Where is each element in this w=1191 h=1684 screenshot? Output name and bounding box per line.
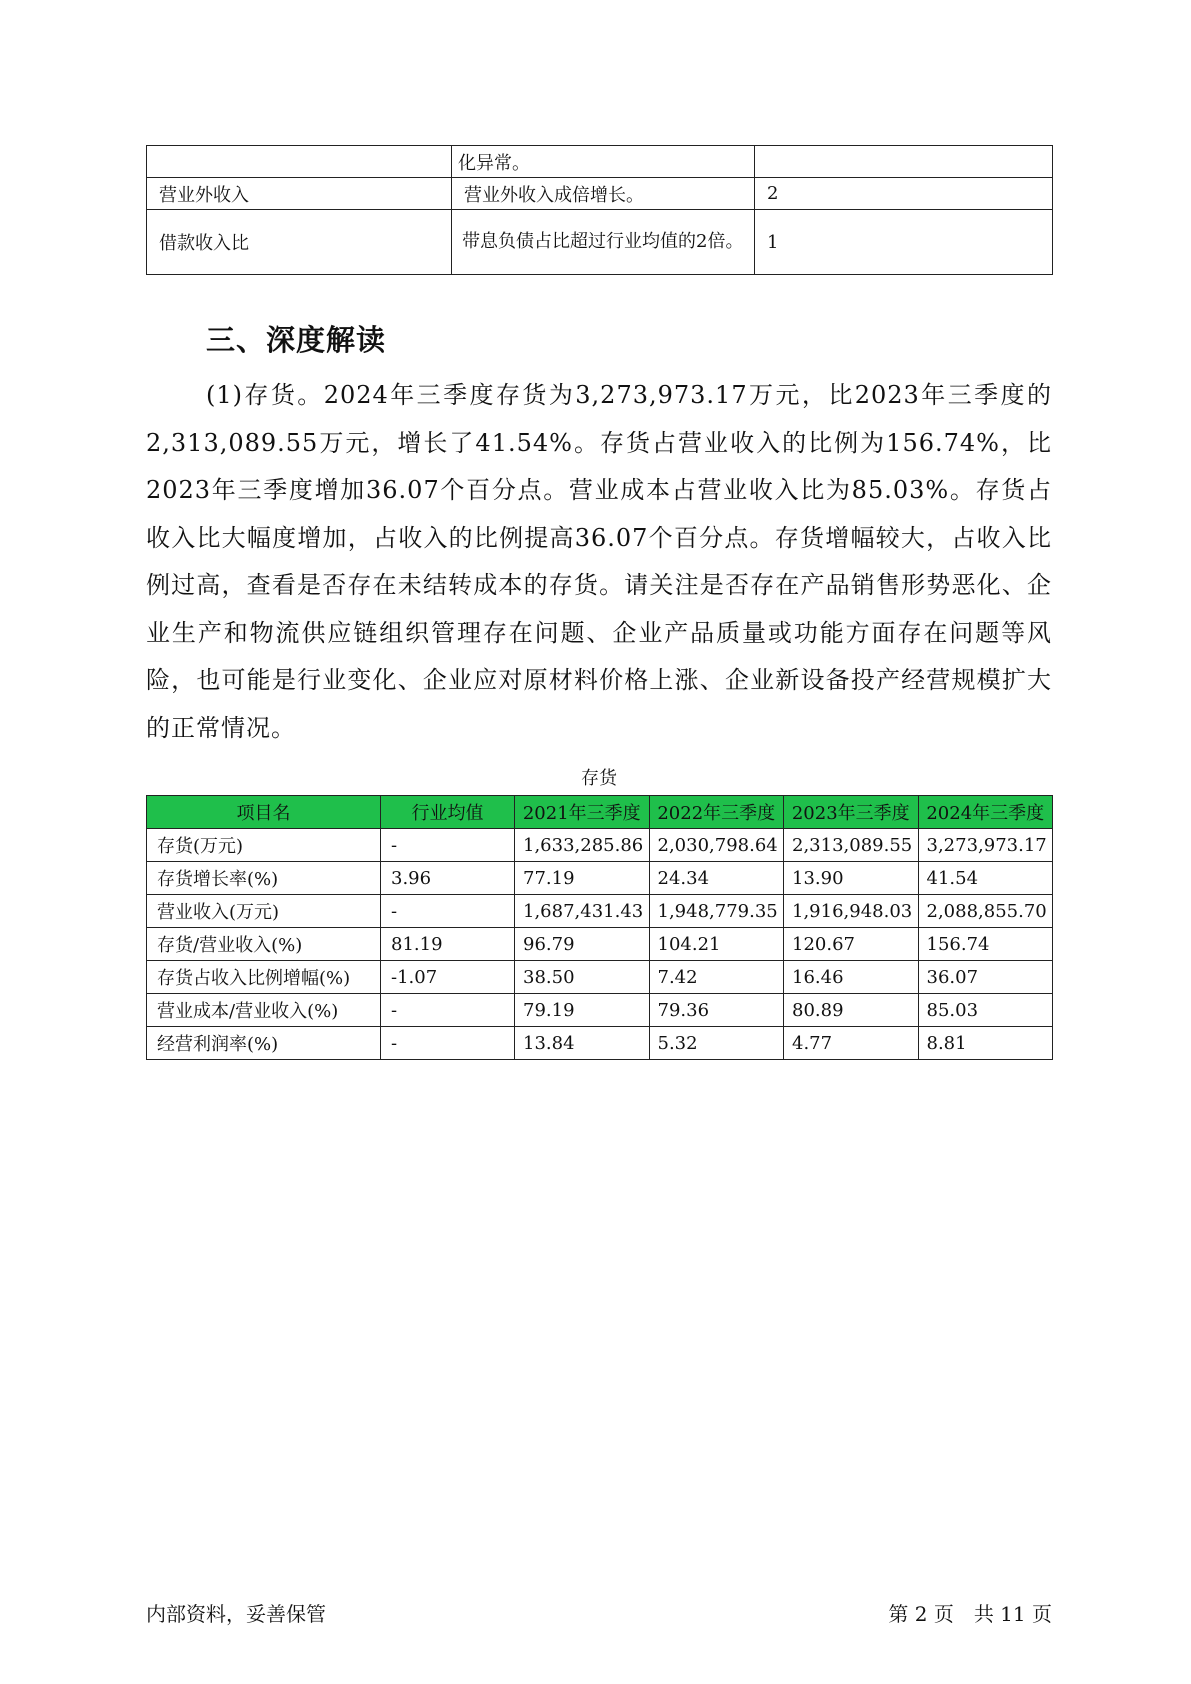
row-label: 存货占收入比例增幅(%) [147,961,381,994]
table-cell: 36.07 [918,961,1053,994]
row-label: 存货(万元) [147,829,381,862]
inventory-table [146,795,1053,1060]
table-cell: 3,273,973.17 [918,829,1053,862]
table-cell: - [381,994,515,1027]
table-row [147,210,1053,275]
table-cell: 41.54 [918,862,1053,895]
indicator-name-cell [147,146,452,178]
table-cell: 1,687,431.43 [515,895,650,928]
table-cell: 1,948,779.35 [649,895,784,928]
footer-confidential-note: 内部资料，妥善保管 [146,1602,326,1626]
table-cell: 5.32 [649,1027,784,1060]
risk-indicator-table [146,145,1053,275]
table-row [147,1027,1053,1060]
header-cell: 2024年三季度 [918,796,1053,829]
table-cell: 24.34 [649,862,784,895]
table-cell: 2,030,798.64 [649,829,784,862]
table-cell: -1.07 [381,961,515,994]
indicator-desc-cell: 带息负债占比超过行业均值的2倍。 [452,210,755,275]
table-cell: - [381,1027,515,1060]
table-cell: - [381,895,515,928]
indicator-value-cell [755,146,1053,178]
row-label: 营业收入(万元) [147,895,381,928]
table-row [147,178,1053,210]
indicator-value-cell: 1 [755,210,1053,275]
page-number: 第 2 页 共 11 页 [888,1602,1052,1626]
header-cell: 项目名 [147,796,381,829]
section-heading: 三、深度解读 [206,323,387,357]
table-cell: 156.74 [918,928,1053,961]
row-label: 经营利润率(%) [147,1027,381,1060]
table-cell: 16.46 [784,961,919,994]
indicator-name-cell: 借款收入比 [147,210,452,275]
table-cell: 4.77 [784,1027,919,1060]
table-cell: 120.67 [784,928,919,961]
table-cell: 7.42 [649,961,784,994]
table-cell: 3.96 [381,862,515,895]
analysis-paragraph: (1)存货。2024年三季度存货为3,273,973.17万元，比2023年三季度的2,313,089.55万元，增长了41.54%。存货占营业收入的比例为156.74%，比2023年三季度增加36.07个百分点。营业成本占营业收入比为85.03%。存货占收入比大幅度增加，占收入的比例提高36.07个百分点。存货增幅较大，占收入比例过高，查看是否存在未结转成本的存货。请关注是否存在产品销售形势恶化、企业生产和物流供应链组织管理存在问题、企业产品质量或功能方面存在问题等风险，也可能是行业变化、企业应对原材料价格上涨、企业新设备投产经营规模扩大的正常情况。 [146,381,1052,742]
header-cell: 行业均值 [381,796,515,829]
indicator-desc-cell: 化异常。 [452,146,755,178]
table-row [147,146,1053,178]
table-row [147,895,1053,928]
table-row [147,994,1053,1027]
header-cell: 2021年三季度 [515,796,650,829]
header-cell: 2022年三季度 [649,796,784,829]
indicator-name-cell: 营业外收入 [147,178,452,210]
indicator-desc-cell: 营业外收入成倍增长。 [452,178,755,210]
table-row [147,961,1053,994]
table-caption: 存货 [581,768,617,789]
table-cell: 1,916,948.03 [784,895,919,928]
table-cell: 2,088,855.70 [918,895,1053,928]
table-cell: - [381,829,515,862]
table-cell: 104.21 [649,928,784,961]
row-label: 存货/营业收入(%) [147,928,381,961]
table-cell: 81.19 [381,928,515,961]
header-cell: 2023年三季度 [784,796,919,829]
table-cell: 96.79 [515,928,650,961]
indicator-value-cell: 2 [755,178,1053,210]
table-cell: 77.19 [515,862,650,895]
table-cell: 79.36 [649,994,784,1027]
table-cell: 1,633,285.86 [515,829,650,862]
row-label: 营业成本/营业收入(%) [147,994,381,1027]
table-cell: 8.81 [918,1027,1053,1060]
table-cell: 2,313,089.55 [784,829,919,862]
table-row [147,829,1053,862]
table-row [147,928,1053,961]
table-row [147,862,1053,895]
table-cell: 38.50 [515,961,650,994]
table-cell: 13.90 [784,862,919,895]
table-cell: 79.19 [515,994,650,1027]
table-header-row [147,796,1053,829]
table-cell: 85.03 [918,994,1053,1027]
table-cell: 13.84 [515,1027,650,1060]
table-cell: 80.89 [784,994,919,1027]
row-label: 存货增长率(%) [147,862,381,895]
